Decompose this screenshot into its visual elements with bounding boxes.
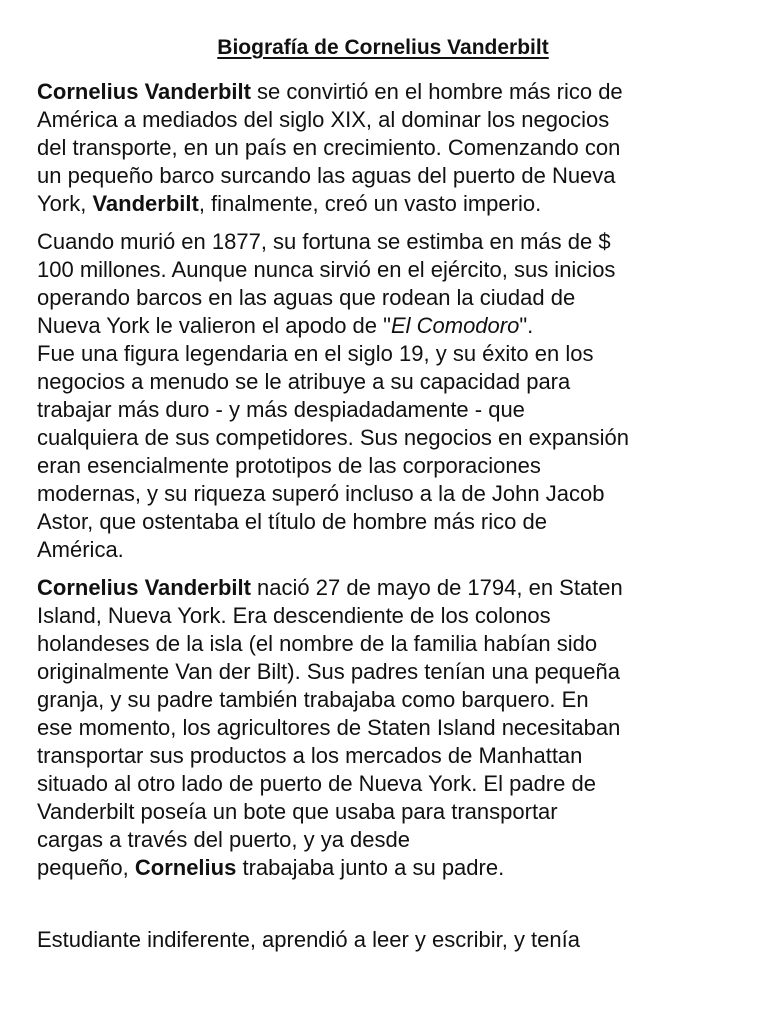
bold-text: Vanderbilt	[92, 191, 199, 216]
text-line	[37, 798, 737, 826]
text-run: originalmente Van der Bilt). Sus padres tenían una pequeña	[37, 659, 620, 684]
text-line	[37, 536, 737, 564]
text-run: cualquiera de sus competidores. Sus negocios en expansión	[37, 425, 629, 450]
text-line	[37, 424, 737, 452]
text-run: holandeses de la isla (el nombre de la familia habían sido	[37, 631, 598, 656]
text-run: cargas a través del puerto, y ya desde	[37, 827, 410, 852]
paragraph-3	[37, 574, 737, 882]
text-run: modernas, y su riqueza superó incluso a la de John Jacob	[37, 481, 605, 506]
text-run: Cuando murió en 1877, su fortuna se estimba en más de $	[37, 229, 611, 254]
paragraph-4	[37, 926, 737, 954]
text-run: eran esencialmente prototipos de las corporaciones	[37, 453, 541, 478]
bold-text: Cornelius Vanderbilt	[37, 79, 251, 104]
text-line	[37, 228, 737, 256]
text-run: América.	[37, 537, 124, 562]
text-line	[37, 452, 737, 480]
text-line	[37, 574, 737, 602]
paragraph-spacer	[37, 218, 737, 228]
text-line	[37, 162, 737, 190]
text-run: transportar sus productos a los mercados de Manhattan	[37, 743, 583, 768]
text-run: , finalmente, creó un vasto imperio.	[198, 191, 542, 216]
text-line	[37, 312, 737, 340]
text-line	[37, 714, 737, 742]
bold-text: Cornelius Vanderbilt	[37, 575, 251, 600]
text-line	[37, 630, 737, 658]
text-line	[37, 78, 737, 106]
italic-text: El Comodoro	[390, 313, 520, 338]
text-run: pequeño,	[37, 855, 135, 880]
text-line	[37, 602, 737, 630]
text-line	[37, 134, 737, 162]
paragraph-1	[37, 78, 737, 218]
text-line	[37, 926, 737, 954]
paragraph-spacer	[37, 882, 737, 926]
text-line	[37, 658, 737, 686]
bold-text: Cornelius	[134, 855, 237, 880]
text-run: América a mediados del siglo XIX, al dominar los negocios	[37, 107, 610, 132]
text-run: ese momento, los agricultores de Staten Island necesitaban	[37, 715, 621, 740]
text-run: Fue una figura legendaria en el siglo 19, y su éxito en los	[37, 341, 594, 366]
text-line	[37, 480, 737, 508]
text-run: nació 27 de mayo de 1794, en Staten	[250, 575, 623, 600]
text-run: Estudiante indiferente, aprendió a leer y escribir, y tenía	[37, 927, 580, 952]
text-line	[37, 340, 737, 368]
document-title: Biografía de Cornelius Vanderbilt	[217, 36, 549, 59]
text-run: Island, Nueva York. Era descendiente de los colonos	[37, 603, 551, 628]
text-line	[37, 284, 737, 312]
text-line	[37, 508, 737, 536]
text-run: trabajar más duro - y más despiadadamente - que	[37, 397, 525, 422]
text-run: 100 millones. Aunque nunca sirvió en el ejército, sus inicios	[37, 257, 616, 282]
text-run: granja, y su padre también trabajaba como barquero. En	[37, 687, 589, 712]
text-line	[37, 396, 737, 424]
text-run: operando barcos en las aguas que rodean la ciudad de	[37, 285, 576, 310]
text-run: situado al otro lado de puerto de Nueva York. El padre de	[37, 771, 596, 796]
paragraph-spacer	[37, 564, 737, 574]
text-line	[37, 190, 737, 218]
text-line	[37, 106, 737, 134]
text-run: del transporte, en un país en crecimiento. Comenzando con	[37, 135, 621, 160]
paragraph-2	[37, 228, 737, 564]
text-run: Astor, que ostentaba el título de hombre más rico de	[37, 509, 547, 534]
text-line	[37, 742, 737, 770]
text-run: Vanderbilt poseía un bote que usaba para transportar	[37, 799, 558, 824]
text-run: se convirtió en el hombre más rico de	[250, 79, 623, 104]
document-body	[37, 78, 737, 954]
text-line	[37, 854, 737, 882]
text-line	[37, 368, 737, 396]
text-line	[37, 256, 737, 284]
text-run: Nueva York le valieron el apodo de "	[37, 313, 391, 338]
text-run: trabajaba junto a su padre.	[236, 855, 505, 880]
text-line	[37, 826, 737, 854]
text-run: York,	[37, 191, 93, 216]
text-run: negocios a menudo se le atribuye a su capacidad para	[37, 369, 571, 394]
text-run: ".	[519, 313, 534, 338]
text-line	[37, 770, 737, 798]
text-line	[37, 686, 737, 714]
text-run: un pequeño barco surcando las aguas del puerto de Nueva	[37, 163, 616, 188]
document-page	[37, 32, 737, 954]
